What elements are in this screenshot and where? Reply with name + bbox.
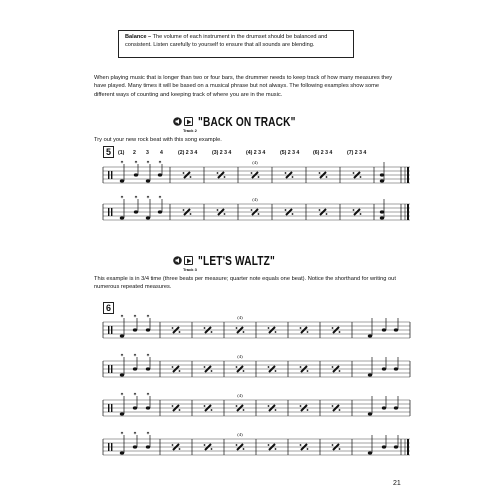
audio-track-icon	[184, 256, 193, 265]
intro-paragraph: When playing music that is longer than two or four bars, the drummer needs to keep track of how many measures they have played. Many times it will be based on a musical phrase but not always. The following examples show some different ways of counting and keeping track of where you are in the music.	[94, 75, 393, 98]
staff-3	[103, 315, 410, 338]
count-bar-2: (2) 2 3 4	[178, 150, 198, 156]
count-bar-4: (4) 2 3 4	[246, 150, 266, 156]
section2-audio[interactable]	[173, 256, 193, 265]
section2-instruction: This example is in 3/4 time (three beats per measure; quarter note equals one beat). Notice the shorthand for writing out numerous repeated measures.	[94, 276, 396, 291]
count-4: 4	[160, 150, 163, 156]
example-6-number: 6	[103, 302, 114, 314]
repeat-count-marker: (4)	[237, 315, 243, 320]
page-number: 21	[393, 480, 401, 487]
count-1: (1)	[118, 150, 125, 156]
repeat-count-marker: (4)	[237, 393, 243, 398]
staff-5	[103, 393, 410, 416]
count-bar-3: (3) 2 3 4	[212, 150, 232, 156]
staff-2	[103, 196, 410, 220]
section1-title: "BACK ON TRACK"	[198, 114, 296, 129]
section2-title: "LET'S WALTZ"	[198, 253, 275, 268]
staff-4	[103, 354, 410, 377]
section2-track-label: Track 3	[183, 267, 197, 272]
count-bar-6: (6) 2 3 4	[313, 150, 333, 156]
tip-term: Balance –	[125, 34, 152, 40]
count-bar-7: (7) 2 3 4	[347, 150, 367, 156]
speaker-icon	[173, 256, 183, 265]
section1-track-label: Track 2	[183, 128, 197, 133]
repeat-count-marker: (4)	[237, 354, 243, 359]
staff-6	[103, 432, 410, 455]
count-2: 2	[133, 150, 136, 156]
repeat-count-marker: (4)	[252, 197, 258, 202]
count-bar-5: (5) 2 3 4	[280, 150, 300, 156]
tip-text: The volume of each instrument in the drumset should be balanced and consistent. Listen carefully to yourself to ensure that all sounds are blending.	[125, 34, 328, 48]
staff-1	[103, 160, 410, 183]
example-5-number: 5	[103, 146, 114, 158]
section1-instruction: Try out your new rock beat with this song example.	[94, 137, 222, 143]
repeat-count-marker: (4)	[252, 160, 258, 165]
repeat-count-marker: (4)	[237, 432, 243, 437]
count-3: 3	[146, 150, 149, 156]
